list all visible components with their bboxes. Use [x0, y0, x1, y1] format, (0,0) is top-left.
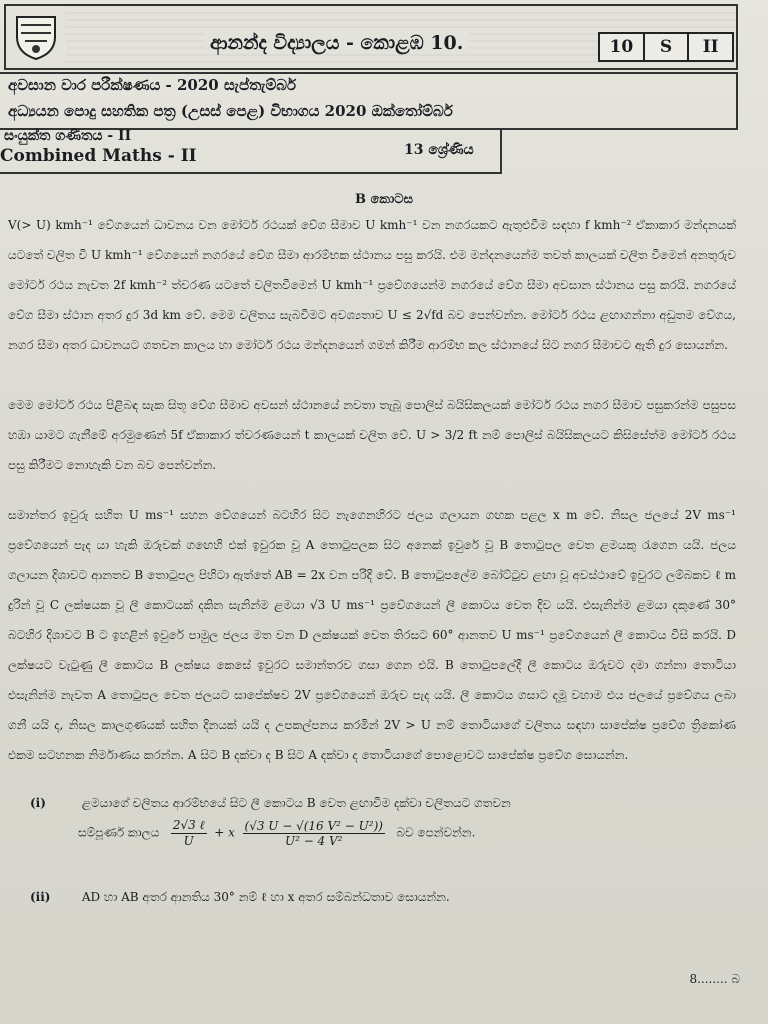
- question-paragraph-2: [8, 390, 736, 480]
- school-name: ආනන්ද විද්‍යාලය - කොළඹ 10.: [204, 32, 469, 54]
- sub-question-text: AD හා AB අතර ආනතිය 30° නම් ℓ හා x අතර සම්බන්ධතාව සොයන්න.: [81, 890, 450, 904]
- formula-fraction-2: [243, 819, 385, 848]
- part-title: B කොටස: [355, 192, 413, 207]
- time-formula: [78, 818, 718, 878]
- paragraph-text: සමාන්තර ඉවුරු සහිත U ms⁻¹ සහන වේගයෙන් බටහිර සිට නැගෙනහිරට ජලය ගලායන ගඟක පළල x m වේ. නිසල ජලයේ 2V ms⁻¹ ප්‍රවේගයෙන් පැද යා හැකි ඔරුවක් ගඟෙහි එක් ඉවුරක වූ A තොටුපලක සිට අනෙක් ඉවුරේ වූ B තොටුපල වෙත ළමයකු රැගෙන යයි. ජලය ගලායන දිශාවට ආනතව B තොටුපල පිහිටා ඇත්තේ AB = 2x වන පරිදි වේ. B තොටුපලේම බෝට්ටුව ළඟා වූ අවස්ථාවේ ඉවුරට ලම්බකව ℓ m දුරින් වූ C ලක්ෂයක වූ ලී කොටයක් දකින සැනින්ම ළමයා √3 U ms⁻¹ ප්‍රවේගයෙන් ලී කොටය වෙත දිව යයි. එසැනින්ම ළමයා දකුණේ 30° බටහිර දිශාවට B ට ඉහළින් ඉවුරේ පාමුල ජලය මත වන D ලක්ෂයක් වෙත තිරසට 60° ආනතව U ms⁻¹ ප්‍රවේගයෙන් ලී කොටය විසි කරයි. D ලක්ෂයට වැටුණු ලී කොටය B ලක්ෂය කෙසේ ඉවුරට සමාන්තරව ගසා ගෙන එයි. B තොටුපලේදී ලී කොටය ඔරුවට දමා ගන්නා තොටියා එසැනින්ම නැවත A තොටුපල වෙත ජලයට සාපේක්ෂව 2V ප්‍රවේගයෙන් ඔරුව පැද යයි. ලී කොටය ගසාට දමූ වහාම එය ජලයේ ප්‍රවේගය ලබා ගනී යයි ද, නිසල කාලගුණයක් සහිත දිනයක් යයි ද උපකල්පනය කරමින් 2V > U නම් තොටියාගේ චලිතය සඳහා සාපේක්ෂ ප්‍රවේග ත්‍රිකෝණ එකම සටහනක නිර්මාණය කරන්න. A සිට B දක්වා ද B සිට A දක්වා ද තොටියාගේ පොළොවට සාපේක්ෂ ප්‍රවේග සොයන්න.: [8, 508, 736, 762]
- formula-suffix: බව පෙන්වන්න.: [396, 825, 476, 840]
- exam-title: අවසාන වාර පරීක්ෂණය - 2020 සැප්තැම්බර්: [8, 76, 297, 94]
- next-page-marker: 8........ බ: [689, 972, 740, 986]
- sub-question-number: (i): [30, 796, 46, 810]
- fraction-denominator: U² − 4 V²: [284, 833, 343, 848]
- question-paragraph-3: [8, 500, 736, 770]
- exam-subtitle: අධ්‍යයන පොදු සහතික පත්‍ර (උසස් පෙළ) විභාගය 2020 ඔක්තෝම්බර්: [8, 102, 453, 120]
- sub-question-number: (ii): [30, 890, 51, 904]
- code-cell: S: [645, 34, 690, 60]
- sub-question-ii: [30, 890, 450, 905]
- formula-label: සම්පූර්ණ කාලය: [78, 825, 160, 840]
- subject-english: Combined Maths - II: [0, 146, 197, 166]
- sub-question-text: ළමයාගේ චලිතය ආරම්භයේ සිට ලී කොටය B වෙත ළඟාවීම දක්වා චලිතයට ගතවන: [81, 796, 511, 810]
- exam-title-box: [0, 72, 738, 130]
- sub-question-i: [30, 796, 511, 811]
- formula-fraction-1: [171, 818, 207, 848]
- school-banner: [4, 4, 738, 70]
- fraction-denominator: U: [183, 834, 194, 848]
- school-crest-icon: [6, 8, 66, 64]
- subject-box: [0, 128, 502, 174]
- code-cell: 10: [600, 34, 645, 60]
- formula-plus-x: + x: [214, 825, 235, 840]
- fraction-numerator: (√3 U − √(16 V² − U²)): [244, 818, 383, 833]
- paragraph-text: V(> U) kmh⁻¹ වේගයෙන් ධාවනය වන මෝටර් රථයක් වේග සීමාව U kmh⁻¹ වන නගරයකට ඇතුළුවීම සඳහා f kmh⁻² ඒකාකාර මන්දනයක් යටතේ චලිත වී U kmh⁻¹ වේගයෙන් නගරයේ වේග සීමා ආරම්භක ස්ථානය පසු කරයි. එම මන්දනයෙන්ම තවත් කාලයක් චලිත වීමෙන් අනතුරුව මෝටර් රථය නැවත 2f kmh⁻² ත්වරණ යටතේ චලිතවීමෙන් U kmh⁻¹ ප්‍රවේගයෙන්ම නගරයේ වේග සීමා අවසාන ස්ථානය පසු කරයි. නගරයේ වේග සීමා ස්ථාන අතර දුර 3d km වේ. මෙම චලිතය සැබවීමට අවශ්‍යතාව U ≤ 2√fd බව පෙන්වන්න. මෝටර් රථය ළඟාගන්නා අඩුතම වේගය, නගර සීමා අතර ධාවනයට ගතවන කාලය හා මෝටර් රථය මන්දනයෙන් ගමන් කිරීම ආරම්භ කල ස්ථානයේ සිට නගර සීමාවට ඇති දුර සොයන්න.: [8, 218, 736, 352]
- code-cell: II: [702, 37, 719, 57]
- grade-label: 13 ශ්‍රේණිය: [404, 142, 474, 158]
- subject-sinhala: සංයුක්ත ගණිතය - II: [4, 128, 132, 144]
- paper-code-box: [598, 32, 734, 62]
- question-paragraph-1: [8, 210, 736, 360]
- paragraph-text: මෙම මෝටර් රථය පිළිබඳ සැක සිතූ වේග සීමාව අවසන් ස්ථානයේ නවතා තැබූ පොලිස් බයිසිකලයක් මෝටර් රථය නගර සීමාව පසුකරන්ම පසුපස හඹා යාමට ගැනීමේ අරමුණෙන් 5f ඒකාකාර ත්වරණයෙන් t කාලයක් චලිත වේ. U > 3/2 ft නම් පොලිස් බයිසිකලයට කිසිසේත්ම මෝටර් රථය පසු කිරීමට නොහැකි වන බව පෙන්වන්න.: [8, 398, 736, 472]
- fraction-numerator: 2√3 ℓ: [172, 818, 205, 832]
